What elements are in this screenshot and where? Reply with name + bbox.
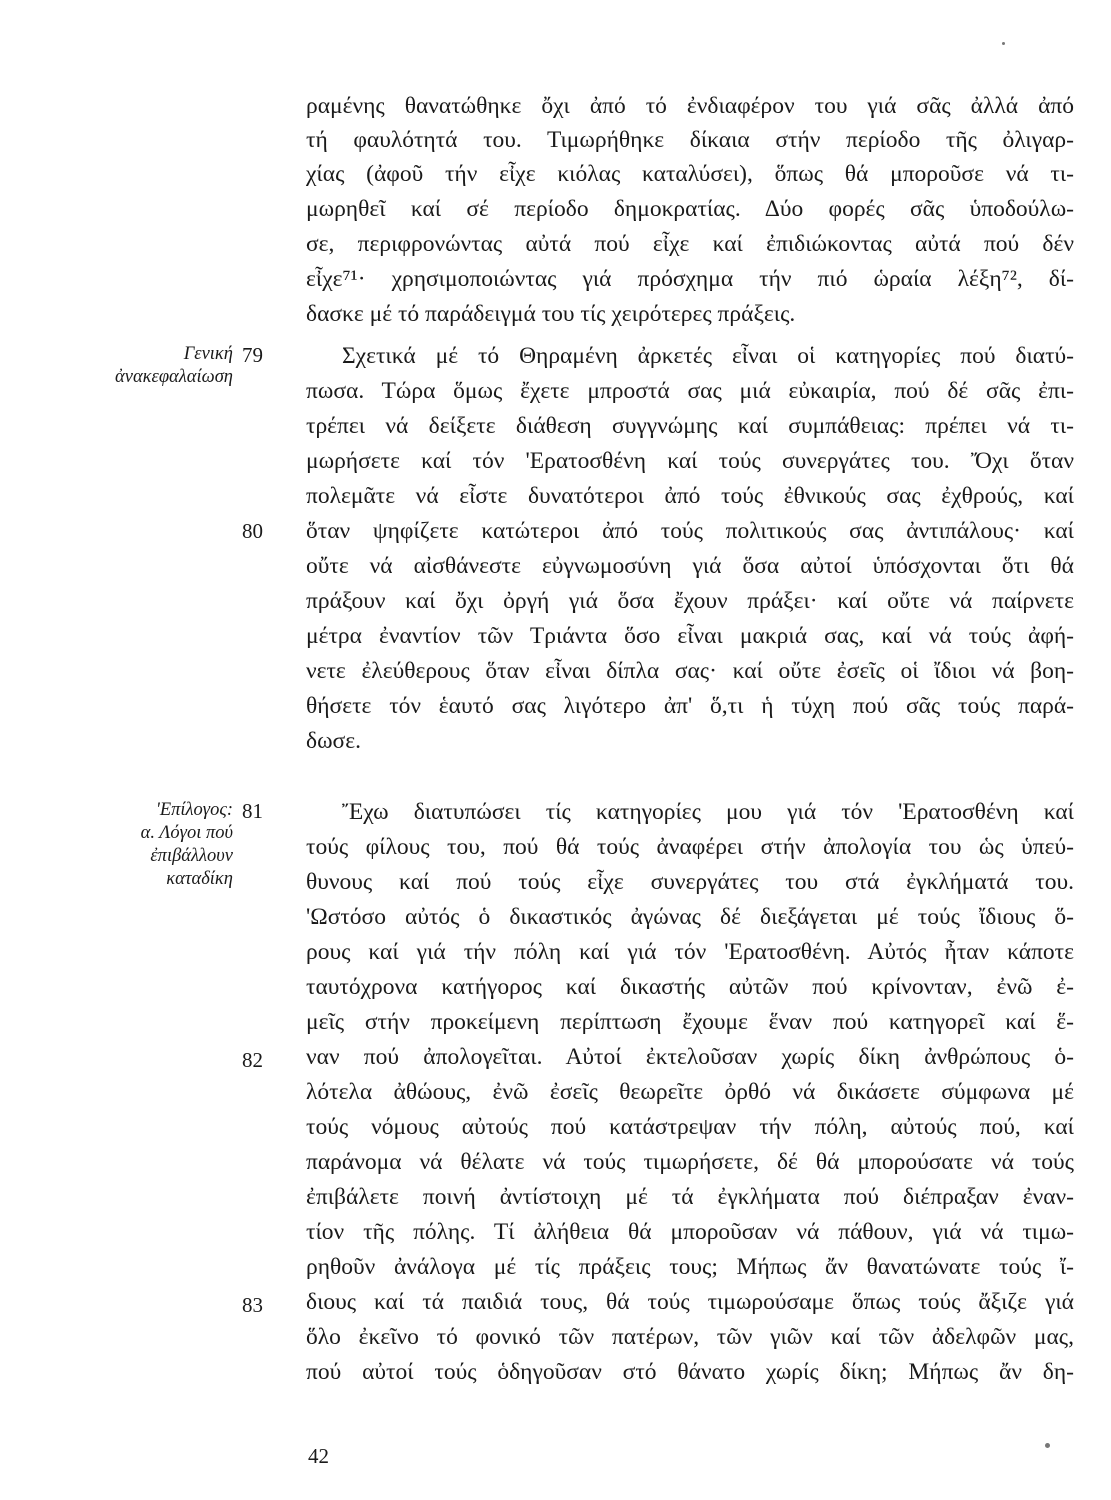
section-number-83: 83 xyxy=(242,1293,263,1317)
text-line: διους καί τά παιδιά τους, θά τούς τιμωρούσαμε ὅπως τούς ἄξιζε γιά xyxy=(306,1289,1074,1315)
text-line: πού αὐτοί τούς ὁδηγοῦσαν στό θάνατο χωρίς δίκη; Μήπως ἄν δη- xyxy=(306,1359,1074,1385)
page-number: 42 xyxy=(308,1444,329,1468)
text-line: τίον τῆς πόλης. Τί ἀλήθεια θά μποροῦσαν νά πάθουν, γιά νά τιμω- xyxy=(306,1219,1074,1245)
text-line: σε, περιφρονώντας αὐτά πού εἶχε καί ἐπιδιώκοντας αὐτά πού δέν xyxy=(306,231,1074,257)
section-number-79: 79 xyxy=(242,343,263,367)
scan-speck xyxy=(1002,42,1005,45)
text-line: ὅλο ἐκεῖνο τό φονικό τῶν πατέρων, τῶν γιῶν καί τῶν ἀδελφῶν μας, xyxy=(306,1324,1074,1350)
text-line: τή φαυλότητά του. Τιμωρήθηκε δίκαια στήν περίοδο τῆς ὀλιγαρ- xyxy=(306,127,1074,153)
margin-note-line: Γενική xyxy=(183,344,233,364)
text-line: πολεμᾶτε νά εἶστε δυνατότεροι ἀπό τούς ἐθνικούς σας ἐχθρούς, καί xyxy=(306,483,1074,509)
text-line: θήσετε τόν ἑαυτό σας λιγότερο ἀπ' ὅ,τι ἡ τύχη πού σᾶς τούς παρά- xyxy=(306,693,1074,719)
margin-note-general-summary xyxy=(115,343,233,389)
text-line: ναν πού ἀπολογεῖται. Αὐτοί ἐκτελοῦσαν χωρίς δίκη ἀνθρώπους ὁ- xyxy=(306,1044,1074,1070)
margin-note-line: 'Επίλογος: xyxy=(155,800,233,820)
text-line: τρέπει νά δείξετε διάθεση συγγνώμης καί συμπάθειας: πρέπει νά τι- xyxy=(306,413,1074,439)
section-number-80: 80 xyxy=(242,519,263,543)
margin-note-epilogue xyxy=(141,799,233,891)
text-line: δωσε. xyxy=(306,728,361,754)
text-line: ἐπιβάλετε ποινή ἀντίστοιχη μέ τά ἐγκλήματα πού διέπραξαν ἐναν- xyxy=(306,1184,1074,1210)
margin-note-line: καταδίκη xyxy=(166,869,233,889)
section-number-81: 81 xyxy=(242,799,263,823)
section-number-82: 82 xyxy=(242,1048,263,1072)
text-line: παράνομα νά θέλατε νά τούς τιμωρήσετε, δέ θά μπορούσατε νά τούς xyxy=(306,1149,1074,1175)
text-line: μέτρα ἐναντίον τῶν Τριάντα ὅσο εἶναι μακριά σας, καί νά τούς ἀφή- xyxy=(306,623,1074,649)
text-line: δασκε μέ τό παράδειγμά του τίς χειρότερες πράξεις. xyxy=(306,301,796,327)
text-line: οὔτε νά αἰσθάνεστε εὐγνωμοσύνη γιά ὅσα αὐτοί ὑπόσχονται ὅτι θά xyxy=(306,553,1074,579)
scan-speck xyxy=(1045,1443,1050,1448)
text-line: πωσα. Τώρα ὅμως ἔχετε μπροστά σας μιά εὐκαιρία, πού δέ σᾶς ἐπι- xyxy=(306,378,1074,404)
margin-note-line: α. Λόγοι πού xyxy=(140,823,233,843)
text-line: εἶχε⁷¹· χρησιμοποιώντας γιά πρόσχημα τήν πιό ὡραία λέξη⁷², δί- xyxy=(306,266,1074,292)
text-line: πράξουν καί ὄχι ὀργή γιά ὅσα ἔχουν πράξει· καί οὔτε νά παίρνετε xyxy=(306,588,1074,614)
text-line: νετε ἐλεύθερους ὅταν εἶναι δίπλα σας· καί οὔτε ἐσεῖς οἱ ἴδιοι νά βοη- xyxy=(306,658,1074,684)
text-line: τούς νόμους αὐτούς πού κατάστρεψαν τήν πόλη, αὐτούς πού, καί xyxy=(306,1114,1074,1140)
text-line: ραμένης θανατώθηκε ὄχι ἀπό τό ἐνδιαφέρον του γιά σᾶς ἀλλά ἀπό xyxy=(306,93,1074,119)
text-line: 'Ωστόσο αὐτός ὁ δικαστικός ἀγώνας δέ διεξάγεται μέ τούς ἴδιους ὅ- xyxy=(306,904,1074,930)
margin-note-line: ἐπιβάλλουν xyxy=(150,846,233,866)
text-line: μωρηθεῖ καί σέ περίοδο δημοκρατίας. Δύο φορές σᾶς ὑποδούλω- xyxy=(306,196,1074,222)
text-line: ὅταν ψηφίζετε κατώτεροι ἀπό τούς πολιτικούς σας ἀντιπάλους· καί xyxy=(306,518,1074,544)
text-line: Σχετικά μέ τό Θηραμένη ἀρκετές εἶναι οἱ κατηγορίες πού διατύ- xyxy=(342,343,1074,369)
text-line: θυνους καί πού τούς εἶχε συνεργάτες του στά ἐγκλήματά του. xyxy=(306,869,1074,895)
text-line: λότελα ἀθώους, ἐνῶ ἐσεῖς θεωρεῖτε ὀρθό νά δικάσετε σύμφωνα μέ xyxy=(306,1079,1074,1105)
text-line: τούς φίλους του, πού θά τούς ἀναφέρει στήν ἀπολογία του ὡς ὑπεύ- xyxy=(306,834,1074,860)
text-line: ρους καί γιά τήν πόλη καί γιά τόν 'Ερατοσθένη. Αὐτός ἦταν κάποτε xyxy=(306,939,1074,965)
text-line: Ἔχω διατυπώσει τίς κατηγορίες μου γιά τόν 'Ερατοσθένη καί xyxy=(342,799,1074,825)
text-line: ταυτόχρονα κατήγορος καί δικαστής αὐτῶν πού κρίνονταν, ἐνῶ ἐ- xyxy=(306,974,1074,1000)
text-line: μωρήσετε καί τόν 'Ερατοσθένη καί τούς συνεργάτες του. Ὄχι ὅταν xyxy=(306,448,1074,474)
text-line: μεῖς στήν προκείμενη περίπτωση ἔχουμε ἕναν πού κατηγορεῖ καί ἕ- xyxy=(306,1009,1074,1035)
margin-note-line: ἀνακεφαλαίωση xyxy=(115,367,233,387)
text-line: χίας (ἀφοῦ τήν εἶχε κιόλας καταλύσει), ὅπως θά μποροῦσε νά τι- xyxy=(306,161,1074,187)
text-line: ρηθοῦν ἀνάλογα μέ τίς πράξεις τους; Μήπως ἄν θανατώνατε τούς ἴ- xyxy=(306,1254,1074,1280)
